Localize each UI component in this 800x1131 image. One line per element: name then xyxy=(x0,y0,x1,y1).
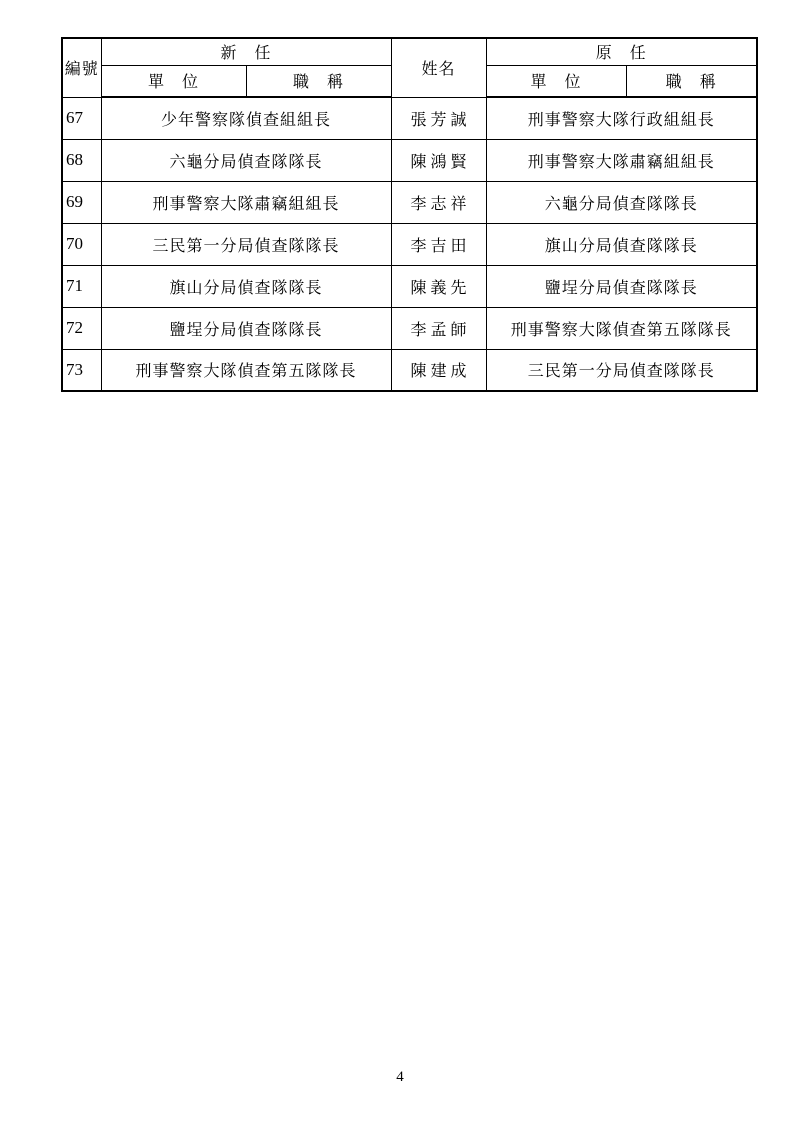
table-row xyxy=(62,181,757,223)
table-row xyxy=(62,139,757,181)
header-no: 編號 xyxy=(62,38,101,97)
header-orig-title: 職 稱 xyxy=(626,65,757,97)
person-name: 陳建成 xyxy=(391,349,486,391)
header-new-unit: 單 位 xyxy=(101,65,246,97)
row-number: 68 xyxy=(62,139,101,181)
row-number: 69 xyxy=(62,181,101,223)
new-position: 旗山分局偵查隊隊長 xyxy=(101,265,391,307)
table-row xyxy=(62,265,757,307)
row-number: 71 xyxy=(62,265,101,307)
row-number: 72 xyxy=(62,307,101,349)
new-position: 刑事警察大隊偵查第五隊隊長 xyxy=(101,349,391,391)
person-name: 李吉田 xyxy=(391,223,486,265)
original-position: 三民第一分局偵查隊隊長 xyxy=(486,349,757,391)
person-name: 陳鴻賢 xyxy=(391,139,486,181)
person-name: 李孟師 xyxy=(391,307,486,349)
original-position: 刑事警察大隊偵查第五隊隊長 xyxy=(486,307,757,349)
person-name: 張芳誠 xyxy=(391,97,486,139)
header-new-appointment: 新 任 xyxy=(101,38,391,65)
new-position: 鹽埕分局偵查隊隊長 xyxy=(101,307,391,349)
original-position: 旗山分局偵查隊隊長 xyxy=(486,223,757,265)
row-number: 73 xyxy=(62,349,101,391)
header-original-appointment: 原 任 xyxy=(486,38,757,65)
table-row xyxy=(62,97,757,139)
header-new-title: 職 稱 xyxy=(246,65,391,97)
row-number: 70 xyxy=(62,223,101,265)
table-row xyxy=(62,223,757,265)
original-position: 刑事警察大隊行政組組長 xyxy=(486,97,757,139)
person-name: 陳義先 xyxy=(391,265,486,307)
new-position: 三民第一分局偵查隊隊長 xyxy=(101,223,391,265)
header-group-row xyxy=(62,38,757,65)
person-name: 李志祥 xyxy=(391,181,486,223)
page-number: 4 xyxy=(396,1069,404,1085)
table-row xyxy=(62,349,757,391)
table-row xyxy=(62,307,757,349)
original-position: 刑事警察大隊肅竊組組長 xyxy=(486,139,757,181)
new-position: 六龜分局偵查隊隊長 xyxy=(101,139,391,181)
original-position: 鹽埕分局偵查隊隊長 xyxy=(486,265,757,307)
new-position: 少年警察隊偵查組組長 xyxy=(101,97,391,139)
header-name: 姓名 xyxy=(391,38,486,97)
original-position: 六龜分局偵查隊隊長 xyxy=(486,181,757,223)
new-position: 刑事警察大隊肅竊組組長 xyxy=(101,181,391,223)
row-number: 67 xyxy=(62,97,101,139)
header-orig-unit: 單 位 xyxy=(486,65,626,97)
personnel-transfer-table xyxy=(61,37,758,392)
